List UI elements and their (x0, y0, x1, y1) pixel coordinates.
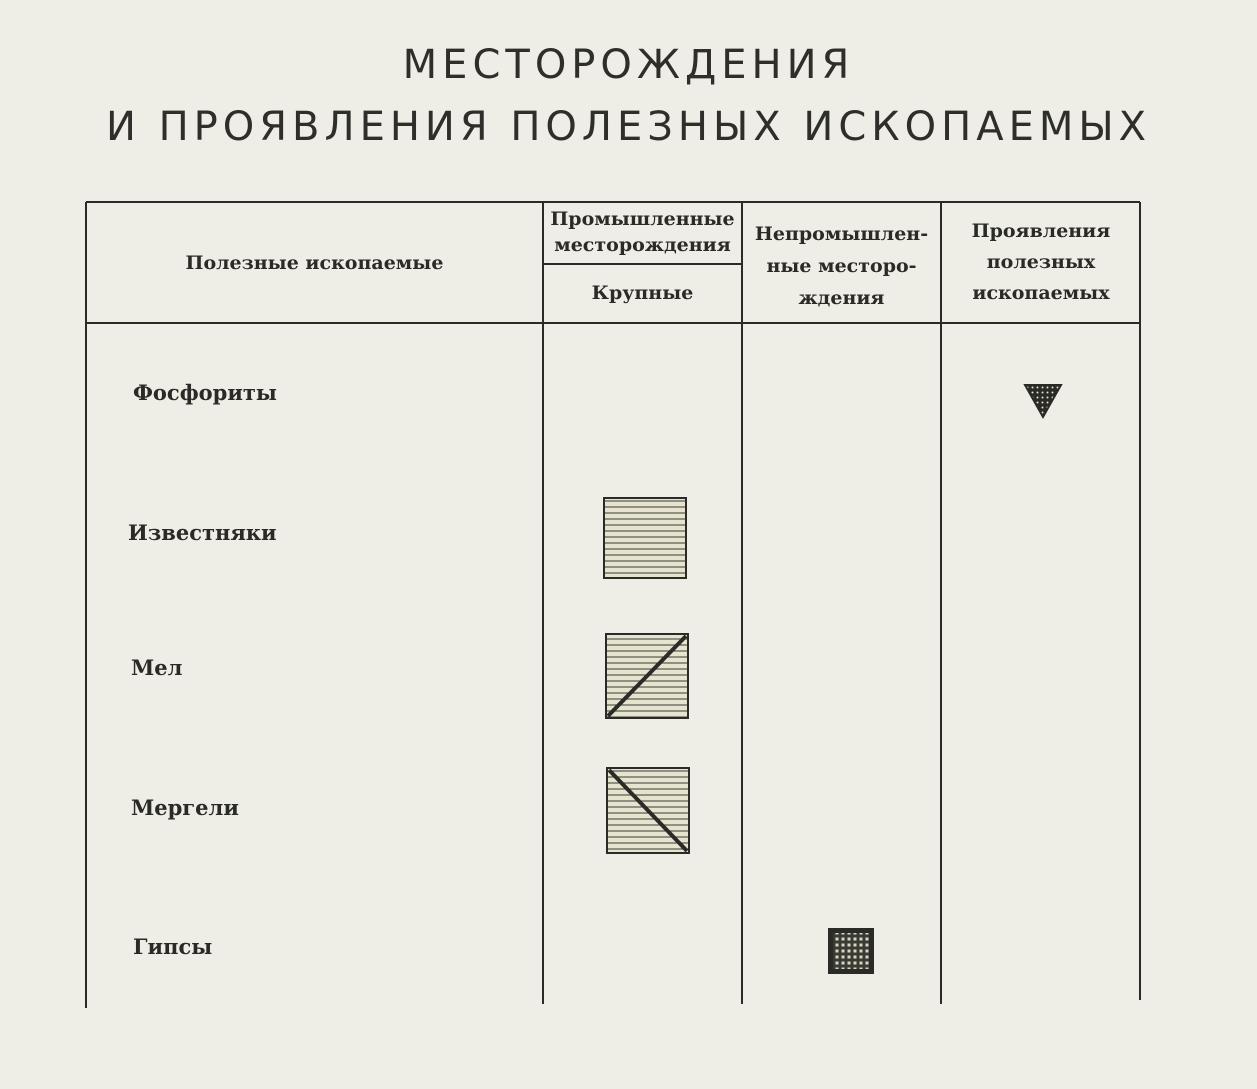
phosphorite-symbol (1025, 385, 1061, 417)
title-line-2: И ПРОЯВЛЕНИЯ ПОЛЕЗНЫХ ИСКОПАЕМЫХ (105, 104, 1152, 150)
header-industrial: Промышленные месторождения (550, 208, 735, 256)
row-label-marls: Мергели (131, 795, 239, 820)
row-label-chalk: Мел (131, 655, 183, 680)
limestone-symbol (604, 498, 686, 578)
gypsum-symbol (828, 928, 874, 974)
row-label-gypsum: Гипсы (133, 934, 213, 959)
header-nonindustrial: Непромышлен-ные месторо-ждения (754, 223, 929, 309)
header-minerals: Полезные ископаемые (185, 252, 444, 274)
chalk-symbol (606, 634, 688, 718)
row-label-limestones: Известняки (128, 520, 277, 545)
header-occurrences: Проявления полезных ископаемых (971, 220, 1111, 304)
marl-symbol (607, 768, 689, 853)
title-line-1: МЕСТОРОЖДЕНИЯ (402, 42, 855, 88)
header-large: Крупные (591, 282, 694, 304)
row-label-phosphorites: Фосфориты (133, 380, 277, 405)
